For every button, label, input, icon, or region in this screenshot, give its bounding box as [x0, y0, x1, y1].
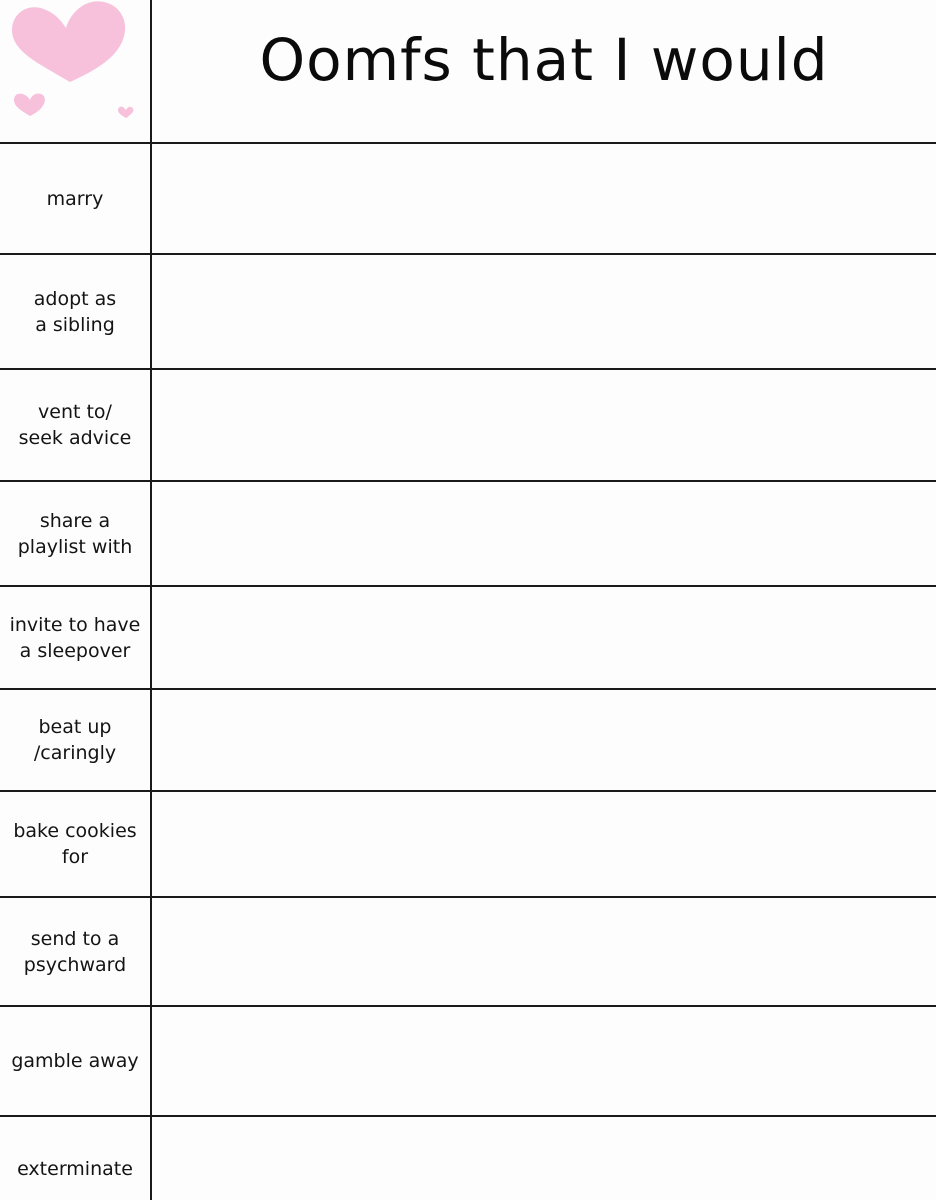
row-label: marry [46, 187, 104, 210]
row-label: gamble away [11, 1050, 139, 1072]
row-label: beat up /caringly [33, 716, 117, 764]
answer-cell [152, 482, 936, 585]
small-heart-icon [14, 93, 45, 116]
tiny-heart-icon [118, 107, 133, 118]
answer-cell [152, 898, 936, 1005]
large-heart-icon [12, 1, 125, 82]
row-label: invite to have a sleepover [9, 613, 141, 662]
table-row [0, 1005, 936, 1115]
row-label: vent to/ seek advice [18, 401, 132, 449]
table-row [0, 1115, 936, 1200]
header-row [0, 0, 936, 142]
row-label: exterminate [17, 1158, 133, 1180]
table-row [0, 368, 936, 480]
row-label: adopt as a sibling [33, 287, 117, 336]
row-label: bake cookies for [13, 820, 137, 868]
answer-cell [152, 690, 936, 790]
answer-cell [152, 1007, 936, 1115]
answer-cell [152, 792, 936, 896]
table-row [0, 585, 936, 688]
answer-cell [152, 1117, 936, 1200]
answer-cell [152, 144, 936, 253]
column-divider [150, 0, 152, 1200]
answer-cell [152, 587, 936, 688]
page-title: Oomfs that I would [259, 26, 829, 94]
answer-cell [152, 370, 936, 480]
table-row [0, 896, 936, 1005]
table-row [0, 688, 936, 790]
table-row [0, 253, 936, 368]
table-row [0, 790, 936, 896]
row-label: share a playlist with [17, 509, 133, 558]
row-label: send to a psychward [23, 927, 127, 976]
table-row [0, 480, 936, 585]
table-row [0, 142, 936, 253]
hearts-decoration [0, 0, 150, 142]
answer-cell [152, 255, 936, 368]
